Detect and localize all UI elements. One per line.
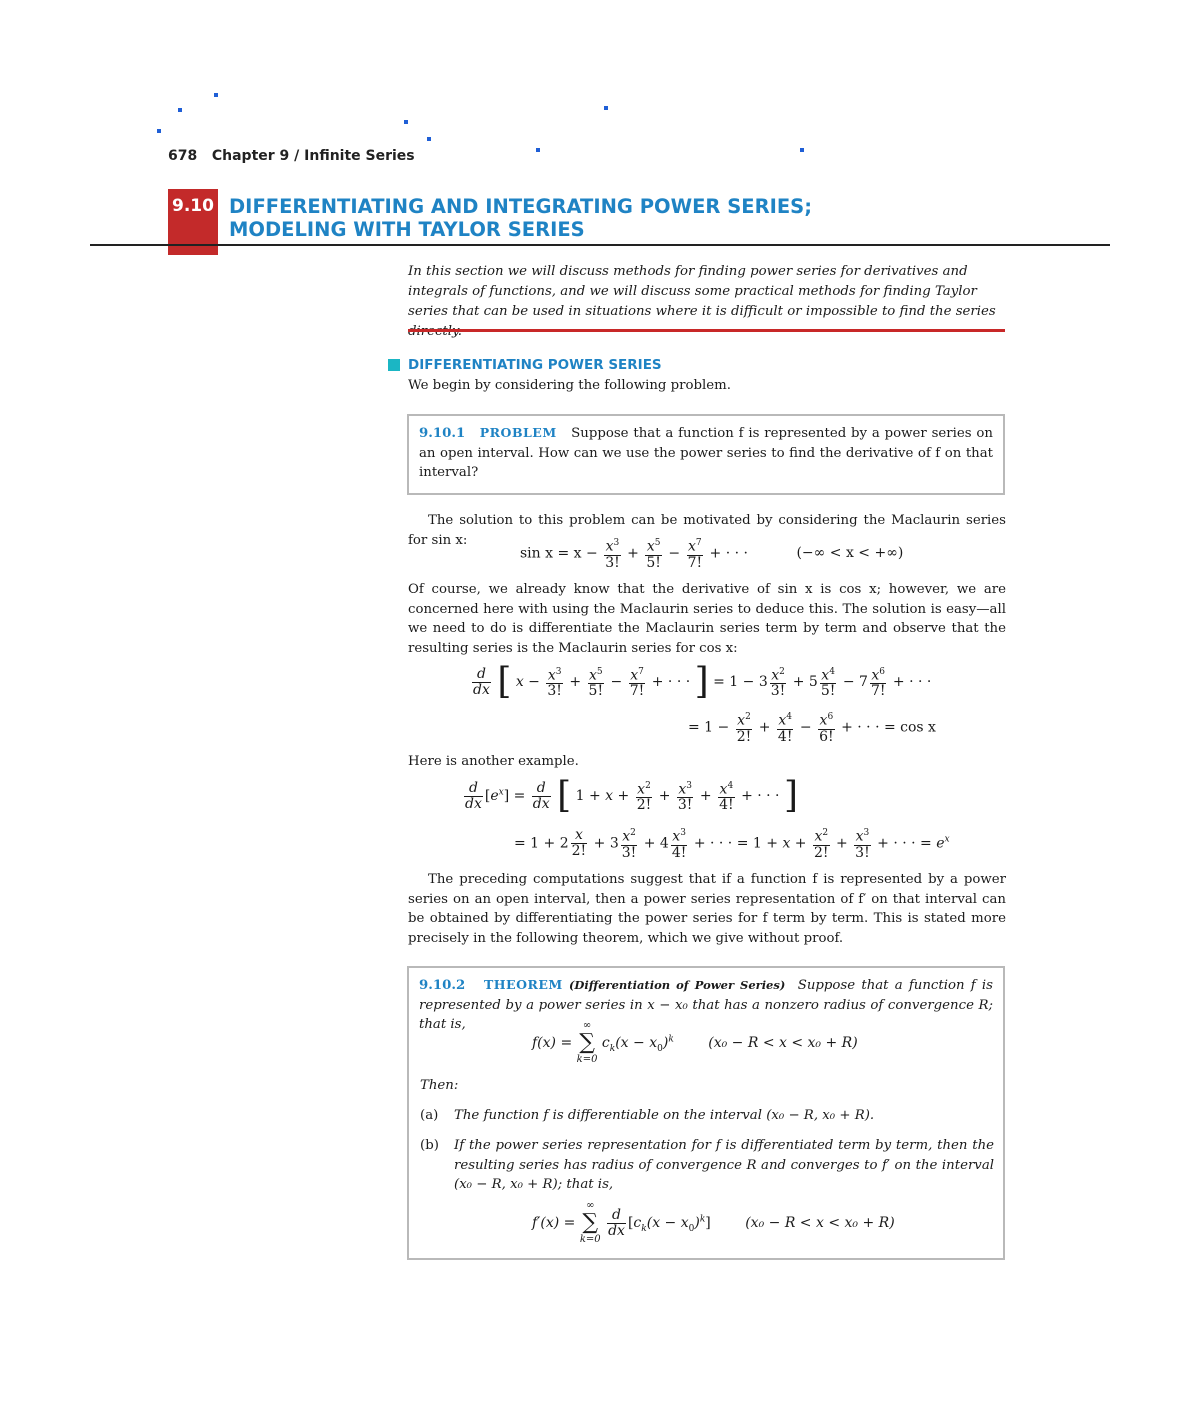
eq-sin-lhs: sin x = x − <box>520 545 598 562</box>
eq-sin-interval: (−∞ < x < +∞) <box>796 545 904 562</box>
scan-dot <box>800 148 804 152</box>
theorem-eq2-interval: (x₀ − R < x < x₀ + R) <box>745 1215 895 1231</box>
running-header <box>168 148 415 164</box>
eq-cos-result: cos x <box>900 719 936 736</box>
subheading-square-icon <box>388 359 400 371</box>
equation-sin-series: sin x = x − $\frac{x^3}{3!}$ + $\frac{x^5}{5!}$ − $\frac{x^7}{7!}$ + · · · (−∞ < x < +∞) <box>520 538 904 571</box>
theorem-item-b: If the power series representation for f is differentiated term by term, then the resulting series has radius of convergence R and converges to f′ on the interval (x₀ − R, x₀ + R); that is, <box>454 1138 994 1192</box>
scan-dot <box>604 106 608 110</box>
paragraph-another: Here is another example. <box>408 754 579 769</box>
page-number: 678 <box>168 148 198 164</box>
fraction: $\frac{x^3}{3!}$ <box>605 538 620 571</box>
theorem-equation-1: f(x) = ∞ ∑ k=0 $c_k(x - x_0)^k$ (x₀ − R < x < x₀ + R) <box>532 1020 858 1065</box>
problem-label: PROBLEM <box>479 425 557 440</box>
theorem-item-a: The function f is differentiable on the interval (x₀ − R, x₀ + R). <box>454 1108 875 1123</box>
section-title-line2: MODELING WITH TAYLOR SERIES <box>229 218 585 241</box>
fraction-d-dx: $\frac{d}{dx}$ <box>473 665 490 698</box>
problem-box <box>407 414 1005 495</box>
subheading: DIFFERENTIATING POWER SERIES <box>408 357 662 373</box>
problem-number: 9.10.1 <box>419 426 466 441</box>
equation-cos-line2: = 1 − $\frac{x^2}{2!}$ + $\frac{x^4}{4!}$ − $\frac{x^6}{6!}$ + · · · = cos x <box>688 712 936 745</box>
running-title: Chapter 9 / Infinite Series <box>211 148 415 164</box>
section-intro: In this section we will discuss methods for finding power series for derivatives and integrals of functions, and we will discuss some practical methods for finding Taylor series that can be used in situations where it is difficult or impossible to find the series <box>408 264 996 319</box>
theorem-label: THEOREM <box>483 977 563 992</box>
theorem-eq2-lhs: f′(x) = <box>532 1215 576 1231</box>
problem-text: Suppose that a function f is represented by a power series on an open interval. How can we use the power series to find the derivative of f on that interval? <box>419 426 993 480</box>
eq-exp-result: e <box>936 835 945 852</box>
section-number: 9.10 <box>172 196 214 216</box>
theorem-item-b-label: (b) <box>420 1138 439 1153</box>
paragraph-of-course: Of course, we already know that the derivative of sin x is cos x; however, we are concerned here with using the Maclaurin series to deduce this. The solution is easy—all we need to do is differentiate the Maclaurin series term by term and observe that the resulting series is the Maclaurin series for cos x: <box>408 582 1006 656</box>
theorem-equation-2: f′(x) = ∞ ∑ k=0 $\frac{d}{dx}$ $[c_k(x - x_0)^k] (x_0 - R < x < x_0 + R)$ <box>532 1200 895 1245</box>
equation-exp-line2: = 1 + 2 $\frac{x}{2!}$ + 3 $\frac{x^2}{3!}$ + 4 $\frac{x^3}{4!}$ + · · · = 1 + x + $\frac{x^2}{2!}$ + $\frac{x^3}{3!}$ + · · · = $e^x$ <box>514 826 950 861</box>
equation-exp-line1: $\frac{d}{dx}$ $[e^x]$ = $\frac{d}{dx}$ [ 1 + x + $\frac{x^2}{2!}$ + $\frac{x^3}{3!}$ + $\frac{x^4}{4!}$ + · · · ] <box>465 775 799 816</box>
theorem-number: 9.10.2 <box>419 978 466 993</box>
theorem-then: Then: <box>420 1078 459 1093</box>
theorem-item-a-label: (a) <box>420 1108 439 1123</box>
scan-dot <box>404 120 408 124</box>
fraction: $\frac{x^5}{5!}$ <box>646 538 661 571</box>
theorem-name: (Differentiation of Power Series) <box>568 978 786 992</box>
scan-dot <box>214 93 218 97</box>
paragraph-solution: The solution to this problem can be motivated by considering the Maclaurin series for sin x: <box>408 513 1006 548</box>
scan-dot <box>427 137 431 141</box>
paragraph-preceding: The preceding computations suggest that if a function f is represented by a power series on an open interval, then a power series representation of f′ on that interval can be obtained by differentiating the power series for f term by term. This is stated more precisely in the following theorem, which we give without proof. <box>408 872 1006 946</box>
intro-rule <box>408 329 1005 332</box>
header-rule <box>90 244 1110 246</box>
scan-dot <box>157 129 161 133</box>
theorem-intro: Suppose that a function f is represented by a power series in x − x₀ that has a nonzero radius of convergence R; that is, <box>419 978 993 1032</box>
section-title-line1: DIFFERENTIATING AND INTEGRATING POWER SERIES; <box>229 195 813 218</box>
theorem-eq1-lhs: f(x) = <box>532 1035 573 1051</box>
fraction: $\frac{x^7}{7!}$ <box>687 538 703 571</box>
equation-cos-line1: $\frac{d}{dx}$ [ x − $\frac{x^3}{3!}$ + $\frac{x^5}{5!}$ − $\frac{x^7}{7!}$ + · · · ] = 1 − 3 $\frac{x^2}{3!}$ + 5 $\frac{x^4}{5!}$ − 7 $\frac{x^6}{7!}$ + · · · <box>473 661 932 702</box>
scan-dot <box>178 108 182 112</box>
section-title <box>229 195 812 241</box>
scan-dot <box>536 148 540 152</box>
theorem-eq1-interval: (x₀ − R < x < x₀ + R) <box>708 1035 858 1051</box>
theorem-eq1-term: c <box>601 1035 610 1051</box>
paragraph-begin: We begin by considering the following problem. <box>408 378 731 393</box>
